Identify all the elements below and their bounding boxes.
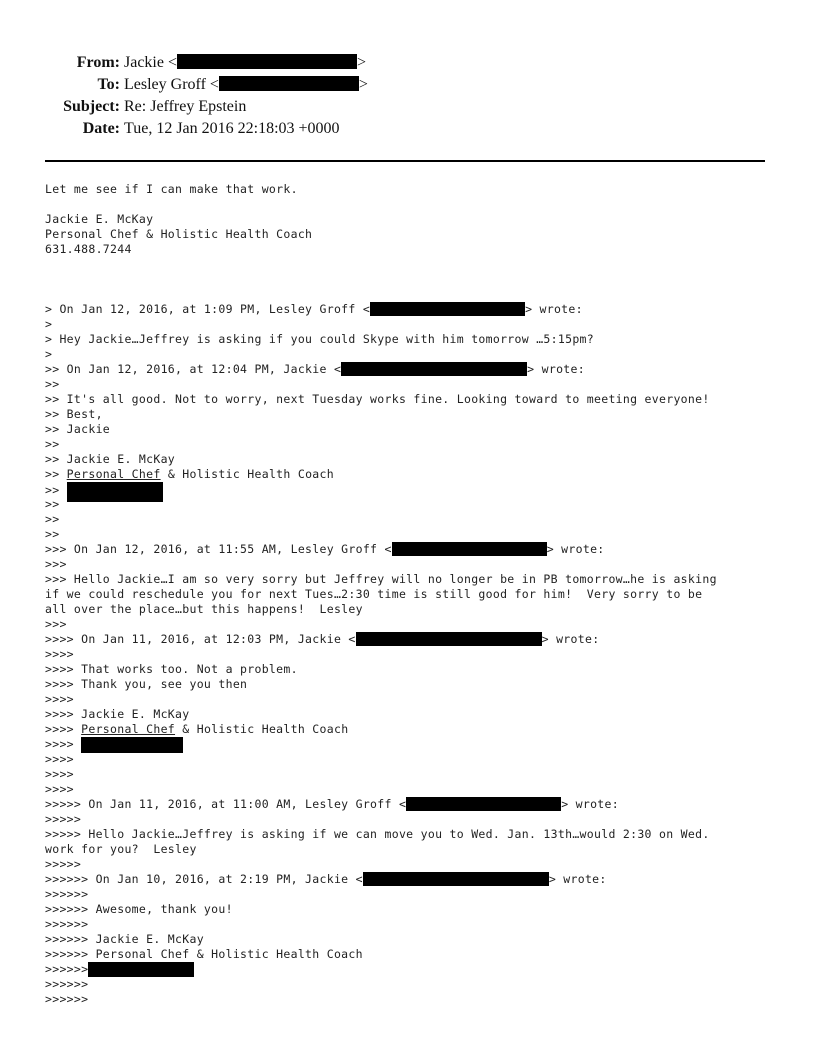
quote-line: >>>>>>	[45, 977, 89, 991]
signature-name: Jackie E. McKay	[45, 212, 154, 226]
redaction-bar	[341, 362, 527, 376]
quote-header: >>>>>> On Jan 10, 2016, at 2:19 PM, Jackie < > wrote:	[45, 872, 607, 886]
quote-line: >>>>	[45, 692, 74, 706]
quote-line: >>>>	[45, 737, 785, 752]
quote-line: >> It's all good. Not to worry, next Tuesday works fine. Looking toward to meeting everyone!	[45, 392, 710, 406]
redaction-bar	[363, 872, 549, 886]
quote-line: >	[45, 347, 53, 361]
quote-line: >>>	[45, 557, 67, 571]
email-body	[45, 182, 785, 1007]
quote-header: >>>>> On Jan 11, 2016, at 11:00 AM, Lesley Groff < > wrote:	[45, 797, 619, 811]
quote-line: >>>>>> Personal Chef & Holistic Health Coach	[45, 947, 363, 961]
quote-line: >>	[45, 377, 60, 391]
quote-line: >>>> That works too. Not a problem.	[45, 662, 298, 676]
quote-line: >>>> Thank you, see you then	[45, 677, 248, 691]
signature-title: Personal Chef & Holistic Health Coach	[45, 227, 313, 241]
from-row	[0, 52, 816, 74]
quote-line: >> Personal Chef & Holistic Health Coach	[45, 467, 334, 481]
quote-line: >>>>> Hello Jackie…Jeffrey is asking if we can move you to Wed. Jan. 13th…would 2:30 on Wed.	[45, 827, 710, 841]
quote-line: work for you? Lesley	[45, 842, 197, 856]
quote-line: >>>>>>	[45, 962, 785, 977]
quote-line: all over the place…but this happens! Lesley	[45, 602, 363, 616]
subject-value: Re: Jeffrey Epstein	[124, 98, 247, 115]
redaction-bar	[406, 797, 561, 811]
quote-line: >>>>>>	[45, 917, 89, 931]
redaction-bar	[219, 76, 359, 91]
to-label: To:	[97, 76, 120, 93]
quote-line: >>>>>>	[45, 992, 89, 1006]
quote-header: >>> On Jan 12, 2016, at 11:55 AM, Lesley Groff < > wrote:	[45, 542, 605, 556]
quote-line: if we could reschedule you for next Tues…2:30 time is still good for him! Very sorry to be	[45, 587, 703, 601]
quote-header: >> On Jan 12, 2016, at 12:04 PM, Jackie < > wrote:	[45, 362, 585, 376]
email-header	[0, 52, 816, 140]
redaction-bar	[88, 962, 194, 977]
from-value: Jackie <	[124, 54, 177, 71]
header-divider	[45, 160, 765, 162]
quote-line: >>	[45, 437, 60, 451]
quote-line: >>>> Jackie E. McKay	[45, 707, 190, 721]
quote-line: >	[45, 317, 53, 331]
body-line: Let me see if I can make that work.	[45, 182, 298, 196]
date-label: Date:	[82, 120, 120, 137]
quote-line: >>> Hello Jackie…I am so very sorry but Jeffrey will no longer be in PB tomorrow…he is asking	[45, 572, 717, 586]
to-close: >	[358, 76, 368, 93]
from-close: >	[357, 54, 367, 71]
quote-header: > On Jan 12, 2016, at 1:09 PM, Lesley Groff < > wrote:	[45, 302, 583, 316]
to-value: Lesley Groff <	[124, 76, 219, 93]
quote-line: >>>>>> Jackie E. McKay	[45, 932, 204, 946]
quote-line: > Hey Jackie…Jeffrey is asking if you could Skype with him tomorrow …5:15pm?	[45, 332, 594, 346]
quote-line: >>>>	[45, 752, 74, 766]
redaction-bar	[392, 542, 547, 556]
quote-line: >>>>	[45, 647, 74, 661]
quote-line: >>	[45, 482, 785, 497]
quote-line: >>>> Personal Chef & Holistic Health Coach	[45, 722, 349, 736]
date-value: Tue, 12 Jan 2016 22:18:03 +0000	[124, 120, 340, 137]
redaction-bar	[81, 737, 183, 753]
quote-line: >>>>>	[45, 857, 82, 871]
date-row	[0, 118, 816, 140]
from-label: From:	[76, 54, 120, 71]
quote-line: >>	[45, 527, 60, 541]
quote-line: >> Best,	[45, 407, 103, 421]
subject-row	[0, 96, 816, 118]
quote-line: >>>>	[45, 767, 74, 781]
quote-line: >>>>>>	[45, 887, 89, 901]
redaction-bar	[356, 632, 542, 646]
quote-line: >>	[45, 497, 60, 511]
quote-line: >> Jackie	[45, 422, 111, 436]
redaction-bar	[177, 54, 357, 69]
quote-line: >>>	[45, 617, 67, 631]
quote-line: >>>>>	[45, 812, 82, 826]
quote-line: >>>>	[45, 782, 74, 796]
redaction-bar	[370, 302, 525, 316]
quote-line: >>	[45, 512, 60, 526]
quote-header: >>>> On Jan 11, 2016, at 12:03 PM, Jackie < > wrote:	[45, 632, 600, 646]
subject-label: Subject:	[63, 98, 120, 115]
quote-line: >> Jackie E. McKay	[45, 452, 176, 466]
redaction-bar	[67, 482, 163, 502]
quote-line: >>>>>> Awesome, thank you!	[45, 902, 233, 916]
to-row	[0, 74, 816, 96]
signature-phone: 631.488.7244	[45, 242, 132, 256]
